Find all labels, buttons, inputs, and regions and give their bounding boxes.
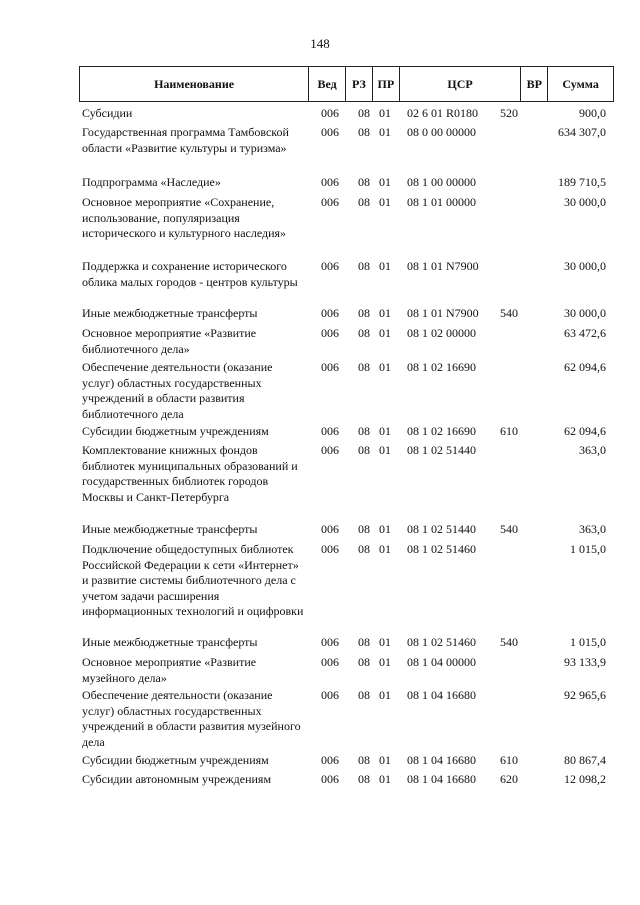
cell-pr: 01: [379, 655, 391, 669]
cell-vr: 540: [500, 306, 518, 320]
cell-rz: 08: [358, 326, 370, 340]
cell-rz: 08: [358, 195, 370, 209]
cell-csr: 08 1 02 51440: [407, 443, 476, 457]
cell-name: Иные межбюджетные трансферты: [82, 306, 258, 320]
cell-sum: 634 307,0: [558, 125, 606, 139]
cell-pr: 01: [379, 195, 391, 209]
cell-sum: 92 965,6: [564, 688, 606, 702]
cell-rz: 08: [358, 259, 370, 273]
cell-csr: 08 1 02 51440: [407, 522, 476, 536]
cell-rz: 08: [358, 175, 370, 189]
cell-sum: 1 015,0: [570, 635, 606, 649]
cell-name: Субсидии бюджетным учреждениям: [82, 424, 269, 438]
cell-sum: 1 015,0: [570, 542, 606, 556]
page-number: 148: [310, 36, 330, 51]
cell-rz: 08: [358, 772, 370, 786]
header-pr: ПР: [373, 67, 400, 101]
cell-sum: 363,0: [579, 443, 606, 457]
cell-pr: 01: [379, 326, 391, 340]
cell-rz: 08: [358, 655, 370, 669]
cell-csr: 08 1 04 16680: [407, 772, 476, 786]
cell-name: Поддержка и сохранение исторического облика малых городов - центров культуры: [82, 259, 298, 289]
cell-pr: 01: [379, 306, 391, 320]
cell-name: Основное мероприятие «Развитие музейного дела»: [82, 655, 257, 685]
cell-ved: 006: [321, 542, 339, 556]
cell-sum: 63 472,6: [564, 326, 606, 340]
cell-pr: 01: [379, 360, 391, 374]
cell-pr: 01: [379, 522, 391, 536]
cell-ved: 006: [321, 326, 339, 340]
cell-ved: 006: [321, 772, 339, 786]
cell-sum: 62 094,6: [564, 360, 606, 374]
cell-vr: 610: [500, 753, 518, 767]
cell-pr: 01: [379, 106, 391, 120]
cell-name: Основное мероприятие «Сохранение, использование, популяризация исторического и культурного наследия»: [82, 195, 287, 240]
cell-sum: 93 133,9: [564, 655, 606, 669]
cell-sum: 900,0: [579, 106, 606, 120]
cell-sum: 12 098,2: [564, 772, 606, 786]
cell-csr: 08 1 01 N7900: [407, 306, 479, 320]
cell-name: Субсидии: [82, 106, 133, 120]
cell-ved: 006: [321, 106, 339, 120]
cell-rz: 08: [358, 688, 370, 702]
cell-csr: 08 1 01 00000: [407, 195, 476, 209]
cell-vr: 540: [500, 635, 518, 649]
cell-ved: 006: [321, 688, 339, 702]
cell-vr: 610: [500, 424, 518, 438]
cell-pr: 01: [379, 443, 391, 457]
cell-sum: 30 000,0: [564, 306, 606, 320]
cell-pr: 01: [379, 635, 391, 649]
cell-csr: 08 1 01 N7900: [407, 259, 479, 273]
cell-rz: 08: [358, 522, 370, 536]
cell-ved: 006: [321, 259, 339, 273]
cell-pr: 01: [379, 175, 391, 189]
cell-name: Иные межбюджетные трансферты: [82, 635, 258, 649]
cell-rz: 08: [358, 306, 370, 320]
cell-rz: 08: [358, 106, 370, 120]
header-name: Наименование: [80, 67, 309, 101]
cell-rz: 08: [358, 635, 370, 649]
cell-ved: 006: [321, 655, 339, 669]
cell-name: Государственная программа Тамбовской области «Развитие культуры и туризма»: [82, 125, 289, 155]
cell-sum: 189 710,5: [558, 175, 606, 189]
cell-pr: 01: [379, 753, 391, 767]
header-rz: РЗ: [346, 67, 373, 101]
cell-sum: 363,0: [579, 522, 606, 536]
cell-sum: 62 094,6: [564, 424, 606, 438]
cell-name: Комплектование книжных фондов библиотек муниципальных образований и государственных библиотек городов Москвы и Санкт-Петербурга: [82, 443, 298, 504]
header-sum: Сумма: [562, 76, 599, 91]
cell-vr: 540: [500, 522, 518, 536]
cell-pr: 01: [379, 259, 391, 273]
cell-csr: 02 6 01 R0180: [407, 106, 479, 120]
cell-name: Субсидии бюджетным учреждениям: [82, 753, 269, 767]
cell-csr: 08 1 02 51460: [407, 635, 476, 649]
cell-vr: 520: [500, 106, 518, 120]
cell-pr: 01: [379, 688, 391, 702]
cell-rz: 08: [358, 360, 370, 374]
cell-rz: 08: [358, 125, 370, 139]
cell-name: Основное мероприятие «Развитие библиотечного дела»: [82, 326, 257, 356]
cell-csr: 08 1 00 00000: [407, 175, 476, 189]
cell-csr: 08 1 02 00000: [407, 326, 476, 340]
cell-ved: 006: [321, 125, 339, 139]
cell-rz: 08: [358, 424, 370, 438]
cell-name: Подключение общедоступных библиотек Российской Федерации к сети «Интернет» и развитие системы библиотечного дела с учетом задачи расширения информационных технологий и оцифровки: [82, 542, 304, 618]
cell-csr: 08 1 02 16690: [407, 424, 476, 438]
cell-csr: 08 1 02 16690: [407, 360, 476, 374]
cell-sum: 30 000,0: [564, 195, 606, 209]
cell-pr: 01: [379, 424, 391, 438]
cell-rz: 08: [358, 753, 370, 767]
cell-csr: 08 1 04 16680: [407, 753, 476, 767]
cell-csr: 08 0 00 00000: [407, 125, 476, 139]
cell-ved: 006: [321, 522, 339, 536]
cell-ved: 006: [321, 635, 339, 649]
cell-sum: 30 000,0: [564, 259, 606, 273]
cell-ved: 006: [321, 443, 339, 457]
cell-sum: 80 867,4: [564, 753, 606, 767]
cell-ved: 006: [321, 424, 339, 438]
header-vr: ВР: [521, 67, 548, 101]
cell-csr: 08 1 02 51460: [407, 542, 476, 556]
cell-pr: 01: [379, 125, 391, 139]
cell-ved: 006: [321, 753, 339, 767]
cell-csr: 08 1 04 16680: [407, 688, 476, 702]
cell-name: Обеспечение деятельности (оказание услуг) областных государственных учреждений в области развития музейного дела: [82, 688, 301, 749]
cell-vr: 620: [500, 772, 518, 786]
cell-pr: 01: [379, 772, 391, 786]
cell-rz: 08: [358, 542, 370, 556]
header-csr: ЦСР: [400, 67, 522, 101]
cell-ved: 006: [321, 360, 339, 374]
table-header: [79, 66, 614, 102]
cell-name: Подпрограмма «Наследие»: [82, 175, 221, 189]
cell-name: Обеспечение деятельности (оказание услуг) областных государственных учреждений в области развития библиотечного дела: [82, 360, 273, 421]
cell-pr: 01: [379, 542, 391, 556]
header-ved: Вед: [309, 67, 346, 101]
cell-ved: 006: [321, 195, 339, 209]
cell-name: Субсидии автономным учреждениям: [82, 772, 272, 786]
cell-name: Иные межбюджетные трансферты: [82, 522, 258, 536]
cell-rz: 08: [358, 443, 370, 457]
cell-ved: 006: [321, 306, 339, 320]
cell-csr: 08 1 04 00000: [407, 655, 476, 669]
cell-ved: 006: [321, 175, 339, 189]
